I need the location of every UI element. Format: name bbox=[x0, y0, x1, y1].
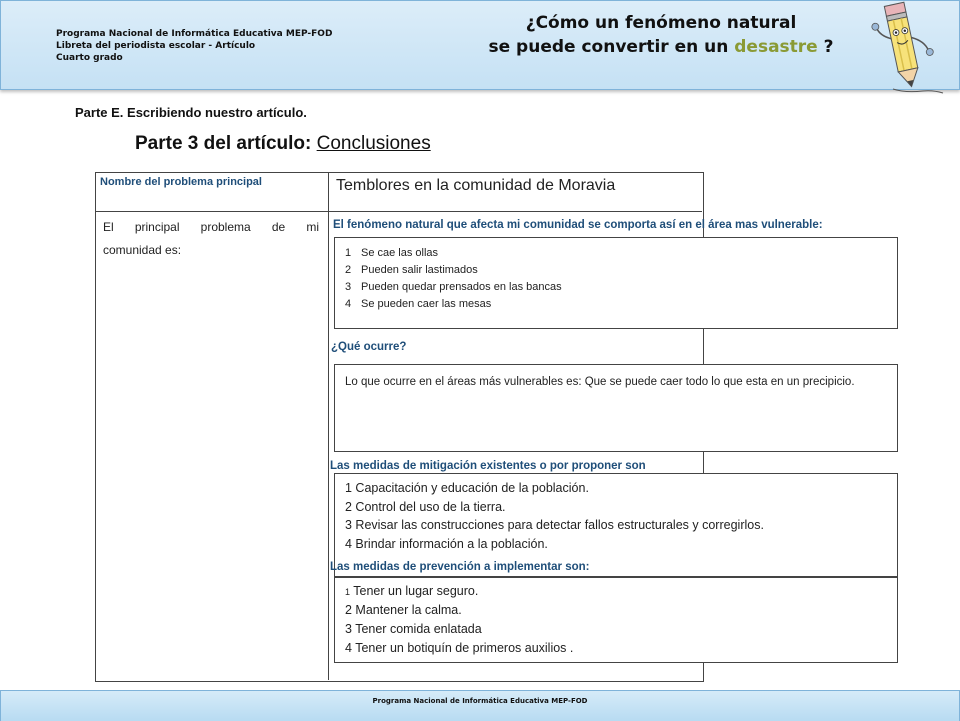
main-title-line-1: ¿Cómo un fenómeno natural bbox=[525, 13, 797, 33]
mitigation-label: Las medidas de mitigación existentes o por proponer son bbox=[330, 460, 646, 472]
what-happens-label: ¿Qué ocurre? bbox=[331, 341, 407, 353]
section-label: Parte E. Escribiendo nuestro artículo. bbox=[75, 105, 307, 120]
part-topic: Conclusiones bbox=[316, 133, 431, 154]
title-accent-word: desastre bbox=[734, 37, 818, 57]
title-suffix: ? bbox=[817, 37, 834, 57]
program-line-1: Programa Nacional de Informática Educativa MEP-FOD bbox=[56, 29, 333, 39]
program-line-3: Cuarto grado bbox=[56, 53, 123, 63]
problem-name-label: Nombre del problema principal bbox=[100, 176, 262, 188]
list-item: 4 Tener un botiquín de primeros auxilios . bbox=[345, 641, 574, 655]
part-subtitle bbox=[135, 133, 431, 155]
what-happens-text: Lo que ocurre en el áreas más vulnerables es: Que se puede caer todo lo que esta en un precipicio. bbox=[345, 376, 855, 388]
main-title-line-2 bbox=[451, 35, 871, 59]
behaviour-box bbox=[334, 237, 898, 329]
main-problem-line-2: comunidad es: bbox=[103, 243, 182, 257]
list-item: 3 Tener comida enlatada bbox=[345, 622, 482, 636]
behaviour-label: El fenómeno natural que afecta mi comunidad se comporta así en el área mas vulnerable: bbox=[333, 219, 823, 231]
table-column-divider bbox=[328, 172, 329, 680]
program-info bbox=[56, 28, 332, 64]
list-item: 3 Pueden quedar prensados en las bancas bbox=[345, 281, 562, 293]
list-item: 2 Pueden salir lastimados bbox=[345, 264, 478, 276]
list-item: 4 Se pueden caer las mesas bbox=[345, 298, 492, 310]
footer-text: Programa Nacional de Informática Educativa MEP-FOD bbox=[372, 697, 588, 705]
list-item: 1 Se cae las ollas bbox=[345, 247, 439, 259]
main-title bbox=[451, 11, 871, 59]
list-item: 1 Tener un lugar seguro. bbox=[345, 584, 479, 598]
problem-name-value: Temblores en la comunidad de Moravia bbox=[336, 177, 616, 194]
table-row-divider bbox=[95, 211, 702, 212]
list-item: 4 Brindar información a la población. bbox=[345, 537, 548, 551]
prevention-box bbox=[334, 577, 898, 663]
pencil-mascot-icon bbox=[863, 1, 948, 96]
title-prefix: se puede convertir en un bbox=[488, 37, 735, 57]
prevention-label: Las medidas de prevención a implementar son: bbox=[330, 561, 590, 573]
list-item: 1 Capacitación y educación de la población. bbox=[345, 481, 589, 495]
list-item: 3 Revisar las construcciones para detectar fallos estructurales y corregirlos. bbox=[345, 518, 764, 532]
part-label: Parte 3 del artículo: bbox=[135, 133, 312, 154]
footer-banner bbox=[0, 690, 960, 721]
main-problem-text bbox=[103, 216, 319, 262]
list-item: 2 Control del uso de la tierra. bbox=[345, 500, 506, 514]
list-item: 2 Mantener la calma. bbox=[345, 603, 462, 617]
program-line-2: Libreta del periodista escolar - Artículo bbox=[56, 41, 256, 51]
header-banner bbox=[0, 0, 960, 90]
what-happens-box bbox=[334, 364, 898, 452]
main-problem-line-1: El principal problema de mi bbox=[103, 220, 319, 234]
